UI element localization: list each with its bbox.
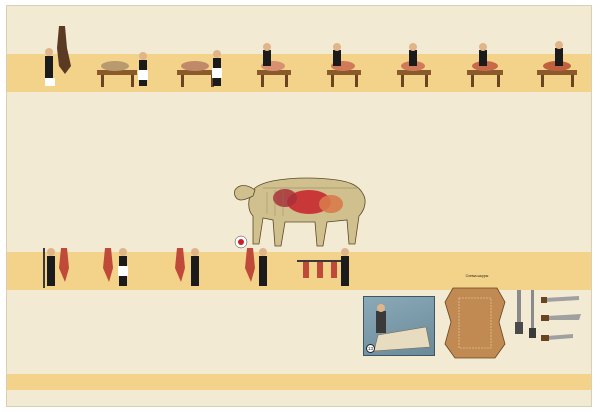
text-column-2: [127, 170, 212, 242]
scene-hanging-3: [175, 248, 199, 286]
scene-table-2: [177, 50, 222, 87]
panel-number: 13: [367, 346, 373, 351]
skin-diagram-label: Схема шкуры: [465, 274, 489, 278]
scene-table-7: [537, 41, 577, 87]
top-figures: [7, 18, 592, 94]
scene-table-5: [397, 43, 431, 87]
anatomy-diagram: [227, 166, 377, 254]
scene-hanging-4: [245, 248, 267, 286]
text-column-3: [379, 170, 471, 242]
tools-diagram: [513, 286, 587, 360]
scene-table-1: [97, 52, 148, 87]
panel-skin-spreading: [363, 296, 435, 356]
text-column-4: [477, 170, 569, 242]
poster: [6, 5, 592, 407]
scene-table-3: [257, 43, 291, 87]
scene-table-4: [327, 43, 361, 87]
footer-band: [7, 374, 592, 390]
scene-hanging-animal: [45, 26, 71, 86]
scene-hanging-2: [103, 248, 128, 286]
scene-table-6: [467, 43, 503, 87]
scene-hanging-1: [43, 248, 69, 288]
skin-diagram: [439, 282, 511, 364]
text-column-1: [35, 170, 120, 242]
scene-rack: [297, 248, 349, 286]
